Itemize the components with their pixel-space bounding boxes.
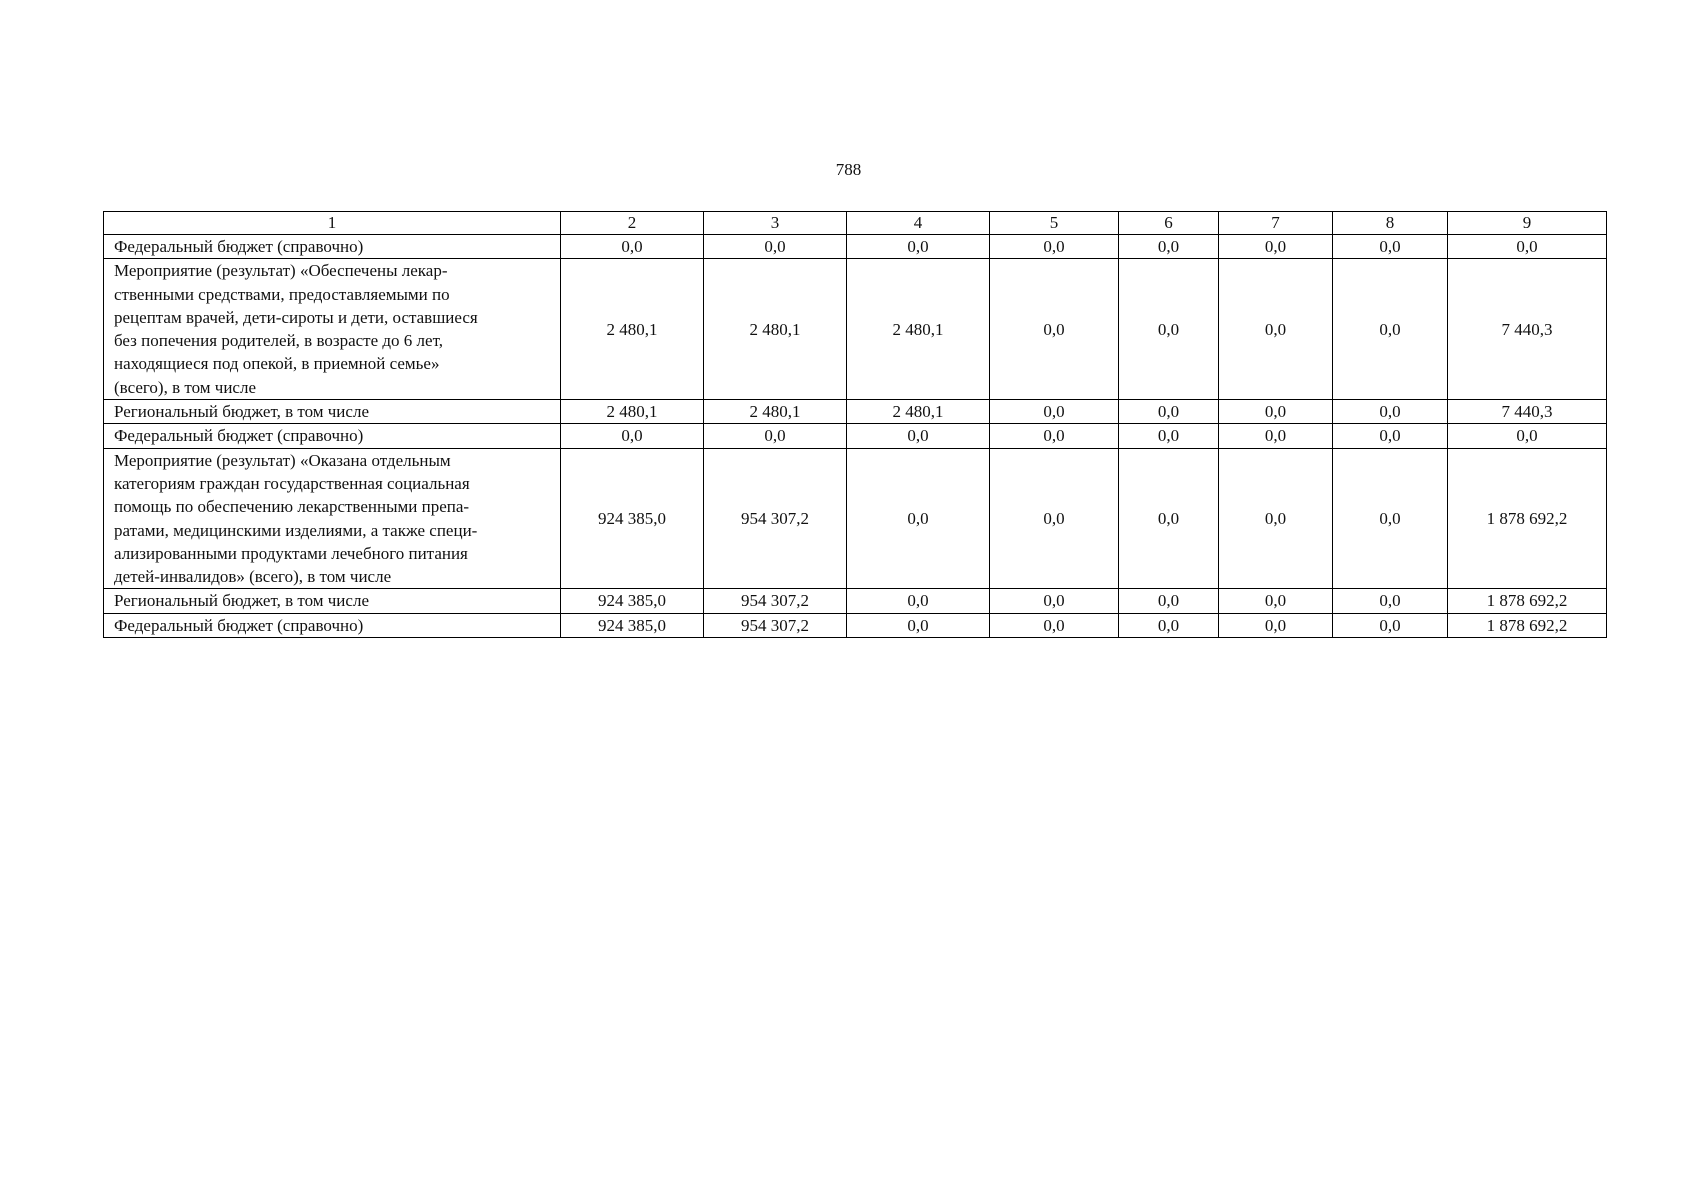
value-cell: 0,0: [990, 424, 1119, 448]
value-cell: 0,0: [1333, 448, 1448, 589]
value-cell: 0,0: [1333, 400, 1448, 424]
table-row: [104, 589, 1607, 613]
value-cell: 2 480,1: [704, 259, 847, 400]
value-cell: 0,0: [1219, 448, 1333, 589]
row-name-cell: [104, 424, 561, 448]
page-number: 788: [835, 160, 862, 179]
table-row: [104, 259, 1607, 400]
value-cell: 0,0: [1448, 235, 1607, 259]
column-number: 9: [1448, 212, 1607, 235]
row-name-line: (всего), в том числе: [114, 377, 256, 397]
budget-table: [103, 211, 1607, 638]
row-name-cell: [104, 589, 561, 613]
value-cell: 0,0: [847, 448, 990, 589]
value-cell: 0,0: [847, 589, 990, 613]
column-number: 6: [1119, 212, 1219, 235]
value-cell: 2 480,1: [847, 400, 990, 424]
value-cell: 0,0: [847, 424, 990, 448]
row-name-cell: [104, 400, 561, 424]
table-row: [104, 613, 1607, 637]
value-cell: 0,0: [847, 235, 990, 259]
row-name-line: помощь по обеспечению лекарственными препа-: [114, 497, 470, 517]
column-number-row: [104, 212, 1607, 235]
value-cell: 0,0: [1219, 613, 1333, 637]
value-cell: 0,0: [1448, 424, 1607, 448]
value-cell: 924 385,0: [561, 589, 704, 613]
value-cell: 0,0: [847, 613, 990, 637]
value-cell: 0,0: [990, 613, 1119, 637]
row-name-cell: [104, 448, 561, 589]
column-number: 3: [704, 212, 847, 235]
value-cell: 954 307,2: [704, 448, 847, 589]
value-cell: 0,0: [1219, 235, 1333, 259]
value-cell: 1 878 692,2: [1448, 448, 1607, 589]
row-name-cell: [104, 235, 561, 259]
row-name-line: ственными средствами, предоставляемыми по: [114, 284, 450, 304]
value-cell: 1 878 692,2: [1448, 613, 1607, 637]
row-name-line: ратами, медицинскими изделиями, а также специ-: [114, 520, 478, 540]
value-cell: 0,0: [1119, 424, 1219, 448]
value-cell: 2 480,1: [561, 400, 704, 424]
table-row: [104, 400, 1607, 424]
value-cell: 2 480,1: [704, 400, 847, 424]
value-cell: 0,0: [1119, 259, 1219, 400]
column-number: 4: [847, 212, 990, 235]
value-cell: 0,0: [1119, 589, 1219, 613]
value-cell: 2 480,1: [847, 259, 990, 400]
column-number: 8: [1333, 212, 1448, 235]
row-name-line: Федеральный бюджет (справочно): [114, 237, 364, 256]
value-cell: 1 878 692,2: [1448, 589, 1607, 613]
value-cell: 0,0: [1219, 259, 1333, 400]
row-name-line: Мероприятие (результат) «Обеспечены лекар-: [114, 261, 448, 281]
row-name-line: Федеральный бюджет (справочно): [114, 615, 364, 635]
row-name-line: Федеральный бюджет (справочно): [114, 426, 364, 446]
row-name-cell: [104, 259, 561, 400]
value-cell: 924 385,0: [561, 613, 704, 637]
value-cell: 0,0: [990, 259, 1119, 400]
row-name-line: Региональный бюджет, в том числе: [114, 402, 369, 422]
value-cell: 7 440,3: [1448, 259, 1607, 400]
table-row: [104, 235, 1607, 259]
row-name-line: категориям граждан государственная социальная: [114, 473, 470, 493]
table-row: [104, 424, 1607, 448]
value-cell: 0,0: [1219, 424, 1333, 448]
value-cell: 0,0: [1333, 259, 1448, 400]
value-cell: 0,0: [990, 448, 1119, 589]
column-number: 5: [990, 212, 1119, 235]
value-cell: 954 307,2: [704, 613, 847, 637]
value-cell: 924 385,0: [561, 448, 704, 589]
value-cell: 2 480,1: [561, 259, 704, 400]
value-cell: 0,0: [990, 235, 1119, 259]
row-name-line: рецептам врачей, дети-сироты и дети, оставшиеся: [114, 307, 478, 327]
row-name-line: ализированными продуктами лечебного питания: [114, 543, 468, 563]
row-name-line: Мероприятие (результат) «Оказана отдельным: [114, 450, 451, 470]
value-cell: 0,0: [1119, 400, 1219, 424]
row-name-cell: [104, 613, 561, 637]
value-cell: 954 307,2: [704, 589, 847, 613]
value-cell: 0,0: [1219, 589, 1333, 613]
row-name-line: детей-инвалидов» (всего), в том числе: [114, 567, 392, 587]
value-cell: 0,0: [1119, 235, 1219, 259]
value-cell: 0,0: [1119, 613, 1219, 637]
column-number: 2: [561, 212, 704, 235]
value-cell: 7 440,3: [1448, 400, 1607, 424]
value-cell: 0,0: [704, 424, 847, 448]
value-cell: 0,0: [990, 400, 1119, 424]
row-name-line: находящиеся под опекой, в приемной семье»: [114, 354, 440, 374]
value-cell: 0,0: [1219, 400, 1333, 424]
value-cell: 0,0: [1333, 613, 1448, 637]
value-cell: 0,0: [1333, 589, 1448, 613]
value-cell: 0,0: [1119, 448, 1219, 589]
value-cell: 0,0: [704, 235, 847, 259]
column-number: 1: [104, 212, 561, 235]
value-cell: 0,0: [1333, 235, 1448, 259]
table-row: [104, 448, 1607, 589]
value-cell: 0,0: [561, 235, 704, 259]
column-number: 7: [1219, 212, 1333, 235]
value-cell: 0,0: [561, 424, 704, 448]
row-name-line: Региональный бюджет, в том числе: [114, 591, 369, 611]
value-cell: 0,0: [1333, 424, 1448, 448]
value-cell: 0,0: [990, 589, 1119, 613]
row-name-line: без попечения родителей, в возрасте до 6 лет,: [114, 331, 443, 351]
